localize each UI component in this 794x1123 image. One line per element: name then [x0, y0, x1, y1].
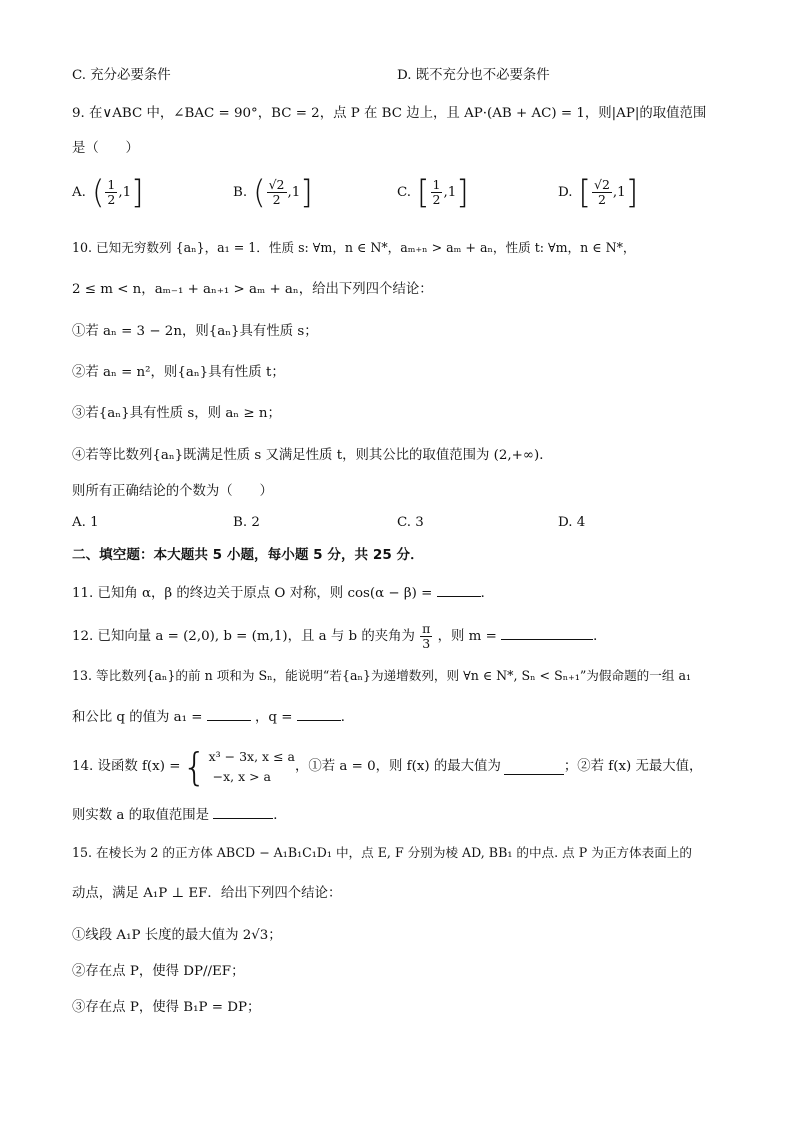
denominator: 2 [597, 191, 606, 207]
answer-blank-range[interactable] [213, 804, 273, 819]
prev-option-d: D. 既不充分也不必要条件 [397, 68, 550, 83]
q15-conclusion-2: ②存在点 P，使得 DP//EF； [72, 964, 245, 979]
q12-text-a: 12. 已知向量 a = (2,0), b = (m,1)，且 a 与 b 的夹角为 [72, 629, 415, 644]
close-bracket: ] [456, 173, 469, 211]
case-2: −x, x > a [212, 769, 272, 784]
q10-stem-line2: 2 ≤ m < n，aₘ₋₁ + aₙ₊₁ > aₘ + aₙ，给出下列四个结论： [72, 282, 433, 297]
prev-option-c: C. 充分必要条件 [72, 68, 171, 83]
q15-conclusion-1: ①线段 A₁P 长度的最大值为 2√3； [72, 928, 282, 943]
answer-blank[interactable] [501, 625, 593, 640]
numerator: 1 [432, 176, 441, 192]
q11-end: ． [480, 586, 494, 601]
close-bracket: ] [131, 173, 144, 211]
q14-line1 [72, 745, 702, 789]
q9-option-c [397, 173, 469, 211]
q15-line2: 动点，满足 A₁P ⊥ EF．给出下列四个结论： [72, 886, 342, 901]
q13-end: ． [340, 710, 355, 725]
fraction [105, 178, 117, 207]
q9-option-b [233, 173, 313, 211]
numerator: √2 [268, 176, 285, 192]
q10-conclusion-2: ②若 aₙ = n²，则{aₙ}具有性质 t； [72, 365, 285, 380]
q10-conclusion-1: ①若 aₙ = 3 − 2n，则{aₙ}具有性质 s； [72, 324, 318, 339]
close-bracket: ] [300, 173, 313, 211]
q15-line1: 15. 在棱长为 2 的正方体 ABCD − A₁B₁C₁D₁ 中，点 E, F 分别为棱 AD, BB₁ 的中点. 点 P 为正方体表面上的 [72, 845, 692, 860]
fraction [420, 622, 432, 651]
q13-line2 [72, 706, 354, 728]
open-bracket: [ [417, 173, 430, 211]
option-rest: ,1 [287, 184, 301, 200]
q10-option-b: B. 2 [233, 515, 260, 530]
q14-lead: 14. 设函数 f(x) = [72, 759, 181, 774]
q11 [72, 582, 494, 604]
q14-line2-text: 则实数 a 的取值范围是 [72, 808, 210, 823]
option-rest: ,1 [443, 184, 457, 200]
section-heading: 二、填空题：本大题共 5 小题，每小题 5 分，共 25 分． [72, 547, 424, 563]
denominator: 2 [272, 191, 281, 207]
q10-option-d: D. 4 [558, 515, 586, 530]
q10-ask: 则所有正确结论的个数为（ ） [72, 484, 273, 499]
numerator: √2 [594, 176, 610, 192]
q14-line2 [72, 804, 287, 826]
q13-line1: 13. 等比数列{aₙ}的前 n 项和为 Sₙ，能说明“若{aₙ}为递增数列，则 ∀n ∈ N*, Sₙ < Sₙ₊₁”为假命题的一组 a₁ [72, 668, 692, 683]
answer-blank-q[interactable] [297, 706, 341, 721]
q12 [72, 622, 607, 652]
q10-conclusion-3: ③若{aₙ}具有性质 s，则 aₙ ≥ n； [72, 406, 281, 421]
open-bracket: [ [578, 173, 591, 211]
q10-stem-line1: 10. 已知无穷数列 {aₙ}，a₁ = 1．性质 s: ∀m，n ∈ N*，aₘ₊ₙ > aₘ + aₙ，性质 t: ∀m，n ∈ N*， [72, 240, 636, 255]
answer-blank-a1[interactable] [207, 706, 251, 721]
open-bracket: ( [253, 173, 266, 211]
denominator: 2 [432, 191, 441, 207]
answer-blank-max[interactable] [504, 760, 564, 775]
q15-conclusion-3: ③存在点 P，使得 B₁P = DP； [72, 1000, 261, 1015]
case-1: x³ − 3x, x ≤ a [208, 749, 295, 764]
piecewise-brace: { [182, 745, 207, 789]
numerator: 1 [107, 176, 116, 192]
q9-option-a [72, 173, 144, 211]
q10-conclusion-4: ④若等比数列{aₙ}既满足性质 s 又满足性质 t，则其公比的取值范围为 (2,+∞)． [72, 448, 553, 463]
fraction [592, 178, 612, 207]
q9-option-d [558, 173, 639, 211]
q9-stem-text: 9. 在∨ABC 中，∠BAC = 90°，BC = 2，点 P 在 BC 边上，且 [72, 106, 460, 121]
denominator: 3 [422, 636, 431, 651]
q10-option-c: C. 3 [397, 515, 424, 530]
q12-end: ． [593, 629, 607, 644]
q12-text-b: ，则 m = [437, 629, 497, 644]
fraction [431, 178, 443, 207]
close-bracket: ] [625, 173, 639, 211]
denominator: 2 [107, 191, 116, 207]
q9-condition: AP·(AB + AC) = 1，则|AP|的取值范围 [464, 106, 707, 121]
piecewise-cases [209, 747, 295, 787]
q9-stem-line1 [72, 104, 706, 124]
q14-mid: ，①若 a = 0，则 f(x) 的最大值为 [294, 759, 501, 774]
numerator: π [422, 621, 431, 636]
q13-text-b: ，q = [255, 710, 293, 725]
q14-end: ． [273, 808, 287, 823]
q9-stem-line2: 是（ ） [72, 141, 139, 156]
q11-text: 11. 已知角 α，β 的终边关于原点 O 对称，则 cos(α − β) = [72, 586, 433, 601]
option-label: B. [233, 184, 248, 200]
option-label: D. [558, 184, 573, 200]
answer-blank[interactable] [437, 582, 481, 597]
option-rest: ,1 [118, 184, 132, 200]
open-bracket: ( [91, 173, 105, 211]
q10-option-a: A. 1 [72, 515, 99, 530]
q13-text-a: 和公比 q 的值为 a₁ = [72, 710, 203, 725]
fraction [267, 178, 287, 207]
option-label: C. [397, 184, 412, 200]
option-rest: ,1 [612, 184, 626, 200]
option-label: A. [72, 184, 86, 200]
q14-mid2: ；②若 f(x) 无最大值， [563, 759, 703, 774]
